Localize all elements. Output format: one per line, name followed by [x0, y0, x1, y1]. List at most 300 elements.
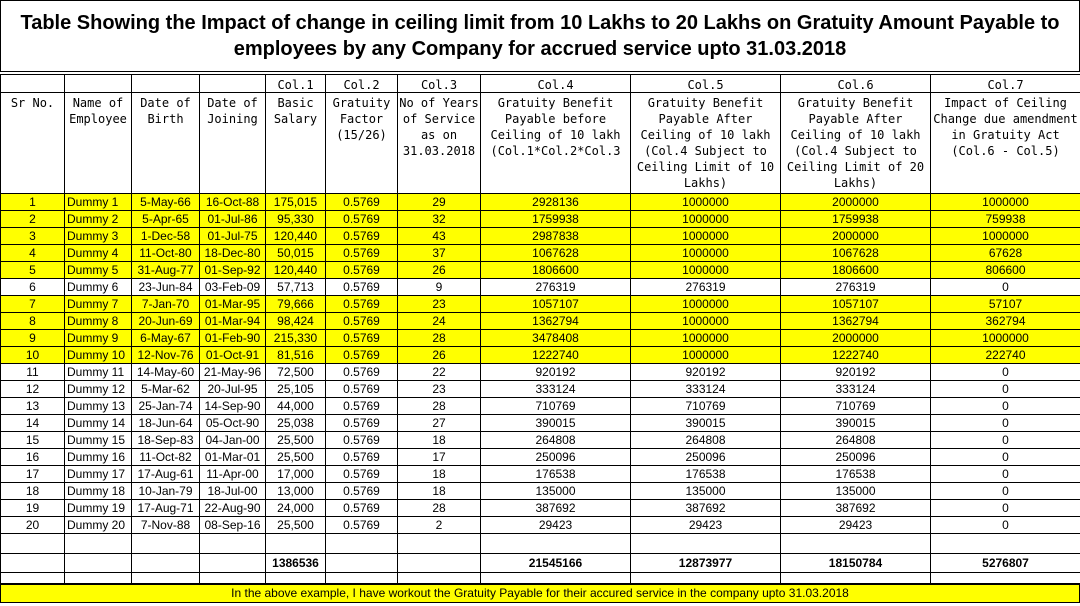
cell-dob: 17-Aug-71: [132, 500, 200, 517]
cell-factor: 0.5769: [326, 245, 398, 262]
cell-col4: 250096: [481, 449, 631, 466]
cell-years: 2: [398, 517, 481, 534]
cell-years: 37: [398, 245, 481, 262]
table-row: [1, 347, 1080, 364]
empty-cell: [326, 573, 398, 584]
table-row: [1, 330, 1080, 347]
cell-col4: 333124: [481, 381, 631, 398]
cell-doj: 01-Sep-92: [200, 262, 266, 279]
cell-col4: 710769: [481, 398, 631, 415]
empty-cell: [132, 554, 200, 573]
cell-col6: 1759938: [781, 211, 931, 228]
header-cell: Gratuity Benefit Payable before Ceiling of 10 lakh (Col.1*Col.2*Col.3: [481, 93, 631, 194]
cell-name: Dummy 15: [65, 432, 132, 449]
cell-col5: 1000000: [631, 313, 781, 330]
cell-factor: 0.5769: [326, 194, 398, 211]
cell-sr: 4: [1, 245, 65, 262]
header-cell: Name of Employee: [65, 93, 132, 194]
cell-salary: 175,015: [266, 194, 326, 211]
total-salary: 1386536: [266, 554, 326, 573]
cell-col5: 29423: [631, 517, 781, 534]
empty-cell: [781, 573, 931, 584]
cell-col7: 0: [931, 381, 1080, 398]
cell-years: 43: [398, 228, 481, 245]
cell-col7: 57107: [931, 296, 1080, 313]
table-row: [1, 211, 1080, 228]
empty-cell: [398, 554, 481, 573]
cell-dob: 7-Nov-88: [132, 517, 200, 534]
cell-doj: 03-Feb-09: [200, 279, 266, 296]
cell-factor: 0.5769: [326, 262, 398, 279]
cell-col6: 1067628: [781, 245, 931, 262]
cell-dob: 23-Jun-84: [132, 279, 200, 296]
cell-sr: 9: [1, 330, 65, 347]
table-row: [1, 398, 1080, 415]
cell-col4: 276319: [481, 279, 631, 296]
cell-salary: 25,500: [266, 449, 326, 466]
cell-years: 32: [398, 211, 481, 228]
cell-col4: 264808: [481, 432, 631, 449]
empty-cell: [931, 573, 1080, 584]
empty-cell: [931, 534, 1080, 554]
cell-name: Dummy 20: [65, 517, 132, 534]
cell-name: Dummy 9: [65, 330, 132, 347]
cell-col6: 135000: [781, 483, 931, 500]
table-row: [1, 245, 1080, 262]
col-number-cell: Col.1: [266, 75, 326, 93]
col-number-cell: [1, 75, 65, 93]
cell-col7: 0: [931, 466, 1080, 483]
cell-col4: 1806600: [481, 262, 631, 279]
cell-years: 18: [398, 466, 481, 483]
empty-cell: [266, 573, 326, 584]
col-number-cell: Col.5: [631, 75, 781, 93]
cell-sr: 1: [1, 194, 65, 211]
cell-salary: 120,440: [266, 262, 326, 279]
cell-salary: 25,500: [266, 517, 326, 534]
cell-doj: 18-Dec-80: [200, 245, 266, 262]
empty-cell: [1, 573, 65, 584]
cell-sr: 11: [1, 364, 65, 381]
totals-row: [1, 554, 1080, 573]
cell-col5: 1000000: [631, 194, 781, 211]
cell-col4: 176538: [481, 466, 631, 483]
empty-cell: [1, 534, 65, 554]
cell-col4: 1362794: [481, 313, 631, 330]
cell-doj: 01-Oct-91: [200, 347, 266, 364]
empty-cell: [200, 534, 266, 554]
cell-salary: 24,000: [266, 500, 326, 517]
cell-sr: 3: [1, 228, 65, 245]
cell-factor: 0.5769: [326, 449, 398, 466]
cell-doj: 16-Oct-88: [200, 194, 266, 211]
cell-years: 9: [398, 279, 481, 296]
empty-cell: [326, 534, 398, 554]
cell-name: Dummy 11: [65, 364, 132, 381]
cell-dob: 31-Aug-77: [132, 262, 200, 279]
empty-cell: [266, 534, 326, 554]
table-row: [1, 313, 1080, 330]
cell-factor: 0.5769: [326, 296, 398, 313]
cell-salary: 79,666: [266, 296, 326, 313]
table-row: [1, 449, 1080, 466]
cell-col5: 135000: [631, 483, 781, 500]
cell-col7: 0: [931, 483, 1080, 500]
cell-dob: 6-May-67: [132, 330, 200, 347]
cell-doj: 01-Mar-94: [200, 313, 266, 330]
cell-col7: 222740: [931, 347, 1080, 364]
cell-name: Dummy 5: [65, 262, 132, 279]
cell-col5: 176538: [631, 466, 781, 483]
empty-cell: [1, 554, 65, 573]
empty-cell: [65, 554, 132, 573]
cell-name: Dummy 16: [65, 449, 132, 466]
cell-dob: 11-Oct-82: [132, 449, 200, 466]
cell-sr: 10: [1, 347, 65, 364]
cell-factor: 0.5769: [326, 517, 398, 534]
cell-col6: 264808: [781, 432, 931, 449]
cell-sr: 15: [1, 432, 65, 449]
cell-doj: 01-Jul-75: [200, 228, 266, 245]
cell-dob: 5-May-66: [132, 194, 200, 211]
cell-doj: 01-Feb-90: [200, 330, 266, 347]
cell-factor: 0.5769: [326, 228, 398, 245]
cell-sr: 6: [1, 279, 65, 296]
cell-col4: 1067628: [481, 245, 631, 262]
cell-col4: 1222740: [481, 347, 631, 364]
cell-col6: 2000000: [781, 330, 931, 347]
cell-col6: 29423: [781, 517, 931, 534]
cell-salary: 95,330: [266, 211, 326, 228]
cell-name: Dummy 17: [65, 466, 132, 483]
cell-col5: 1000000: [631, 330, 781, 347]
cell-col4: 135000: [481, 483, 631, 500]
cell-salary: 57,713: [266, 279, 326, 296]
empty-cell: [326, 554, 398, 573]
cell-col7: 1000000: [931, 228, 1080, 245]
cell-sr: 2: [1, 211, 65, 228]
col-number-cell: [200, 75, 266, 93]
col-number-cell: Col.6: [781, 75, 931, 93]
cell-col6: 1806600: [781, 262, 931, 279]
empty-cell: [200, 573, 266, 584]
empty-cell: [781, 534, 931, 554]
cell-dob: 12-Nov-76: [132, 347, 200, 364]
cell-years: 23: [398, 296, 481, 313]
cell-years: 18: [398, 432, 481, 449]
cell-col5: 710769: [631, 398, 781, 415]
table-row: [1, 432, 1080, 449]
cell-col5: 333124: [631, 381, 781, 398]
cell-factor: 0.5769: [326, 211, 398, 228]
cell-doj: 08-Sep-16: [200, 517, 266, 534]
cell-factor: 0.5769: [326, 364, 398, 381]
empty-cell: [398, 573, 481, 584]
table-row: [1, 381, 1080, 398]
cell-salary: 44,000: [266, 398, 326, 415]
header-cell: Gratuity Benefit Payable After Ceiling of 10 lakh (Col.4 Subject to Ceiling Limit of 20 Lakhs): [781, 93, 931, 194]
cell-name: Dummy 2: [65, 211, 132, 228]
cell-dob: 18-Jun-64: [132, 415, 200, 432]
cell-col5: 1000000: [631, 245, 781, 262]
cell-factor: 0.5769: [326, 398, 398, 415]
cell-sr: 18: [1, 483, 65, 500]
cell-salary: 25,038: [266, 415, 326, 432]
cell-name: Dummy 7: [65, 296, 132, 313]
cell-name: Dummy 10: [65, 347, 132, 364]
cell-salary: 25,105: [266, 381, 326, 398]
empty-cell: [65, 573, 132, 584]
cell-dob: 25-Jan-74: [132, 398, 200, 415]
cell-sr: 5: [1, 262, 65, 279]
table-row: [1, 194, 1080, 211]
cell-sr: 8: [1, 313, 65, 330]
col-number-cell: Col.4: [481, 75, 631, 93]
cell-sr: 16: [1, 449, 65, 466]
cell-salary: 215,330: [266, 330, 326, 347]
cell-col5: 264808: [631, 432, 781, 449]
cell-col5: 250096: [631, 449, 781, 466]
empty-cell: [132, 534, 200, 554]
cell-years: 27: [398, 415, 481, 432]
cell-years: 26: [398, 347, 481, 364]
cell-name: Dummy 18: [65, 483, 132, 500]
cell-col4: 390015: [481, 415, 631, 432]
cell-dob: 1-Dec-58: [132, 228, 200, 245]
empty-cell: [481, 573, 631, 584]
cell-doj: 20-Jul-95: [200, 381, 266, 398]
empty-cell: [200, 554, 266, 573]
cell-factor: 0.5769: [326, 381, 398, 398]
table-row: [1, 279, 1080, 296]
cell-dob: 18-Sep-83: [132, 432, 200, 449]
header-row: [1, 93, 1080, 194]
cell-factor: 0.5769: [326, 347, 398, 364]
table-row: [1, 296, 1080, 313]
table-row: [1, 500, 1080, 517]
cell-sr: 12: [1, 381, 65, 398]
cell-years: 23: [398, 381, 481, 398]
col-number-cell: [65, 75, 132, 93]
cell-col7: 0: [931, 415, 1080, 432]
cell-doj: 18-Jul-00: [200, 483, 266, 500]
cell-col6: 1362794: [781, 313, 931, 330]
cell-name: Dummy 8: [65, 313, 132, 330]
cell-sr: 7: [1, 296, 65, 313]
header-cell: Date of Birth: [132, 93, 200, 194]
empty-cell: [65, 534, 132, 554]
total-col4: 21545166: [481, 554, 631, 573]
cell-col5: 1000000: [631, 347, 781, 364]
cell-dob: 20-Jun-69: [132, 313, 200, 330]
table-row: [1, 415, 1080, 432]
cell-salary: 72,500: [266, 364, 326, 381]
cell-dob: 11-Oct-80: [132, 245, 200, 262]
cell-name: Dummy 12: [65, 381, 132, 398]
cell-col7: 0: [931, 432, 1080, 449]
cell-years: 24: [398, 313, 481, 330]
cell-col7: 0: [931, 517, 1080, 534]
cell-name: Dummy 19: [65, 500, 132, 517]
cell-col6: 250096: [781, 449, 931, 466]
cell-col6: 1222740: [781, 347, 931, 364]
cell-salary: 17,000: [266, 466, 326, 483]
cell-doj: 21-May-96: [200, 364, 266, 381]
cell-col6: 2000000: [781, 228, 931, 245]
table-row: [1, 466, 1080, 483]
total-col6: 18150784: [781, 554, 931, 573]
header-cell: Gratuity Benefit Payable After Ceiling of 10 lakh (Col.4 Subject to Ceiling Limit of 10 Lakhs): [631, 93, 781, 194]
cell-col6: 920192: [781, 364, 931, 381]
cell-years: 18: [398, 483, 481, 500]
spacer-row: [1, 573, 1080, 584]
cell-sr: 14: [1, 415, 65, 432]
cell-salary: 50,015: [266, 245, 326, 262]
cell-years: 28: [398, 500, 481, 517]
page-title: Table Showing the Impact of change in ceiling limit from 10 Lakhs to 20 Lakhs on Gratuity Amount Payable to employees by any Company for accrued service upto 31.03.2018: [0, 0, 1080, 72]
empty-cell: [481, 534, 631, 554]
cell-col5: 920192: [631, 364, 781, 381]
cell-factor: 0.5769: [326, 483, 398, 500]
cell-name: Dummy 13: [65, 398, 132, 415]
cell-col4: 1759938: [481, 211, 631, 228]
header-cell: Basic Salary: [266, 93, 326, 194]
cell-sr: 19: [1, 500, 65, 517]
total-col7: 5276807: [931, 554, 1080, 573]
cell-doj: 04-Jan-00: [200, 432, 266, 449]
cell-col7: 0: [931, 398, 1080, 415]
empty-cell: [631, 534, 781, 554]
col-number-cell: Col.7: [931, 75, 1080, 93]
cell-salary: 25,500: [266, 432, 326, 449]
table-row: [1, 262, 1080, 279]
cell-col5: 1000000: [631, 296, 781, 313]
cell-years: 17: [398, 449, 481, 466]
cell-doj: 14-Sep-90: [200, 398, 266, 415]
col-number-cell: Col.3: [398, 75, 481, 93]
header-cell: No of Years of Service as on 31.03.2018: [398, 93, 481, 194]
header-cell: Impact of Ceiling Change due amendment in Gratuity Act (Col.6 - Col.5): [931, 93, 1080, 194]
cell-name: Dummy 1: [65, 194, 132, 211]
cell-dob: 14-May-60: [132, 364, 200, 381]
cell-factor: 0.5769: [326, 313, 398, 330]
table-row: [1, 483, 1080, 500]
cell-years: 28: [398, 398, 481, 415]
cell-col4: 2987838: [481, 228, 631, 245]
cell-col4: 29423: [481, 517, 631, 534]
cell-name: Dummy 4: [65, 245, 132, 262]
cell-name: Dummy 6: [65, 279, 132, 296]
cell-years: 22: [398, 364, 481, 381]
cell-salary: 13,000: [266, 483, 326, 500]
cell-col5: 387692: [631, 500, 781, 517]
gratuity-table: [0, 74, 1080, 584]
total-col5: 12873977: [631, 554, 781, 573]
col-number-cell: Col.2: [326, 75, 398, 93]
cell-col5: 1000000: [631, 228, 781, 245]
cell-col4: 3478408: [481, 330, 631, 347]
column-number-row: [1, 75, 1080, 93]
cell-sr: 20: [1, 517, 65, 534]
cell-factor: 0.5769: [326, 279, 398, 296]
cell-col7: 0: [931, 449, 1080, 466]
cell-col4: 2928136: [481, 194, 631, 211]
cell-col4: 1057107: [481, 296, 631, 313]
cell-years: 26: [398, 262, 481, 279]
cell-col6: 176538: [781, 466, 931, 483]
cell-col7: 806600: [931, 262, 1080, 279]
cell-col5: 276319: [631, 279, 781, 296]
table-row: [1, 228, 1080, 245]
cell-col4: 387692: [481, 500, 631, 517]
cell-doj: 01-Mar-01: [200, 449, 266, 466]
cell-factor: 0.5769: [326, 432, 398, 449]
cell-col5: 390015: [631, 415, 781, 432]
cell-col6: 333124: [781, 381, 931, 398]
cell-dob: 5-Apr-65: [132, 211, 200, 228]
cell-col7: 362794: [931, 313, 1080, 330]
header-cell: Date of Joining: [200, 93, 266, 194]
cell-col5: 1000000: [631, 262, 781, 279]
cell-factor: 0.5769: [326, 466, 398, 483]
cell-dob: 10-Jan-79: [132, 483, 200, 500]
cell-factor: 0.5769: [326, 330, 398, 347]
cell-col6: 1057107: [781, 296, 931, 313]
empty-cell: [398, 534, 481, 554]
cell-sr: 17: [1, 466, 65, 483]
cell-col6: 710769: [781, 398, 931, 415]
cell-col7: 1000000: [931, 194, 1080, 211]
empty-cell: [631, 573, 781, 584]
cell-dob: 17-Aug-61: [132, 466, 200, 483]
cell-col7: 1000000: [931, 330, 1080, 347]
footer-note: In the above example, I have workout the Gratuity Payable for their accured service in the company upto 31.03.2018: [0, 584, 1080, 603]
cell-col4: 920192: [481, 364, 631, 381]
cell-salary: 120,440: [266, 228, 326, 245]
cell-doj: 01-Mar-95: [200, 296, 266, 313]
cell-dob: 7-Jan-70: [132, 296, 200, 313]
cell-col6: 387692: [781, 500, 931, 517]
header-cell: Gratuity Factor (15/26): [326, 93, 398, 194]
cell-years: 29: [398, 194, 481, 211]
cell-factor: 0.5769: [326, 415, 398, 432]
cell-col5: 1000000: [631, 211, 781, 228]
spacer-row: [1, 534, 1080, 554]
col-number-cell: [132, 75, 200, 93]
cell-salary: 98,424: [266, 313, 326, 330]
cell-col7: 759938: [931, 211, 1080, 228]
cell-name: Dummy 14: [65, 415, 132, 432]
cell-sr: 13: [1, 398, 65, 415]
cell-doj: 11-Apr-00: [200, 466, 266, 483]
cell-col6: 276319: [781, 279, 931, 296]
empty-cell: [132, 573, 200, 584]
cell-doj: 22-Aug-90: [200, 500, 266, 517]
cell-salary: 81,516: [266, 347, 326, 364]
cell-col7: 67628: [931, 245, 1080, 262]
cell-factor: 0.5769: [326, 500, 398, 517]
cell-col7: 0: [931, 500, 1080, 517]
cell-col7: 0: [931, 279, 1080, 296]
cell-col6: 2000000: [781, 194, 931, 211]
table-row: [1, 364, 1080, 381]
cell-dob: 5-Mar-62: [132, 381, 200, 398]
cell-doj: 01-Jul-86: [200, 211, 266, 228]
cell-col7: 0: [931, 364, 1080, 381]
cell-name: Dummy 3: [65, 228, 132, 245]
table-row: [1, 517, 1080, 534]
cell-years: 28: [398, 330, 481, 347]
